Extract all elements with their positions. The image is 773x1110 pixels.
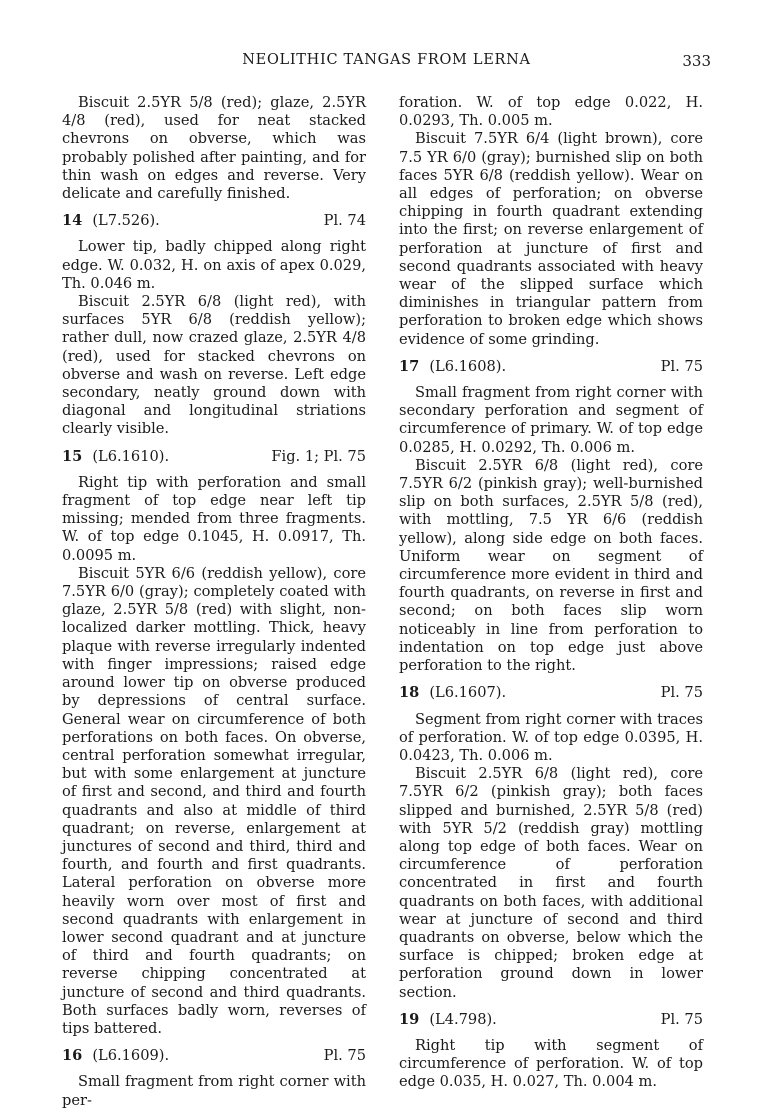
page-header <box>0 52 773 74</box>
continued-paragraph: Biscuit 7.5YR 6/4 (light brown), core 7.5 YR 6/0 (gray); burnished slip on both faces 5YR 6/8 (reddish yellow). Wear on all edges of perforation; on obverse chipping in fourth quadrant extending into the first; on reverse enlargement of perforation at juncture of first and second quadrants associated with heavy wear of the slipped surface which diminishes in triangular pattern from perforation to broken edge which shows evidence of some grinding. <box>399 130 703 348</box>
right-column <box>399 94 703 1092</box>
entry-number: 16 <box>62 1047 83 1065</box>
entry-paragraph: Segment from right corner with traces of perforation. W. of top edge 0.0395, H. 0.0423, Th. 0.006 m. <box>399 710 703 764</box>
entry-number: 17 <box>399 357 420 375</box>
catalog-number: (L6.1607). <box>429 684 507 702</box>
entry-number: 15 <box>62 447 83 465</box>
catalog-number: (L6.1608). <box>429 357 507 375</box>
entry-number: 18 <box>399 684 420 702</box>
entry-number: 14 <box>62 212 83 230</box>
catalog-number: (L7.526). <box>92 212 160 230</box>
entry-paragraph: Small fragment from right corner with secondary perforation and segment of circumference of primary. W. of top edge 0.0285, H. 0.0292, Th. 0.006 m. <box>399 384 703 456</box>
plate-reference: Pl. 74 <box>323 212 366 230</box>
plate-reference: Pl. 75 <box>660 1010 703 1028</box>
entry-paragraph: Biscuit 5YR 6/6 (reddish yellow), core 7.5YR 6/0 (gray); completely coated with glaze, 2.5YR 5/8 (red) with slight, non-localized darker mottling. Thick, heavy plaque with reverse irregularly indented with finger impressions; raised edge around lower tip on obverse produced by depressions of central surface. General wear on circumference of both perforations on both faces. On obverse, central perforation somewhat irregular, but with some enlargement at juncture of first and second, and third and fourth quadrants and also at middle of third quadrant; on reverse, enlargement at junctures of second and third, third and fourth, and fourth and first quadrants. Lateral perforation on obverse more heavily worn over most of first and second quadrants with enlargement in lower second quadrant and at juncture of third and fourth quadrants; on reverse chipping concentrated at juncture of second and third quadrants. Both surfaces badly worn, reverses of tips battered. <box>62 564 366 1037</box>
entry-heading-19 <box>399 1011 703 1029</box>
continued-paragraph: foration. W. of top edge 0.022, H. 0.0293, Th. 0.005 m. <box>399 94 703 130</box>
entry-heading-17 <box>399 358 703 376</box>
entry-paragraph: Right tip with segment of circumference of perforation. W. of top edge 0.035, H. 0.027, Th. 0.004 m. <box>399 1036 703 1091</box>
plate-reference: Pl. 75 <box>660 357 703 375</box>
entry-paragraph: Lower tip, badly chipped along right edge. W. 0.032, H. on axis of apex 0.029, Th. 0.046 m. <box>62 238 366 292</box>
running-title: NEOLITHIC TANGAS FROM LERNA <box>242 52 531 68</box>
entry-heading-16 <box>62 1047 366 1065</box>
plate-reference: Pl. 75 <box>323 1047 366 1065</box>
entry-paragraph: Right tip with perforation and small fragment of top edge near left tip missing; mended from three fragments. W. of top edge 0.1045, H. 0.0917, Th. 0.0095 m. <box>62 473 366 564</box>
plate-reference: Fig. 1; Pl. 75 <box>271 447 366 465</box>
continued-paragraph: Biscuit 2.5YR 5/8 (red); glaze, 2.5YR 4/8 (red), used for neat stacked chevrons on obverse, which was probably polished after painting, and for thin wash on edges and reverse. Very delicate and carefully finished. <box>62 94 366 203</box>
entry-heading-15 <box>62 448 366 466</box>
entry-paragraph: Biscuit 2.5YR 6/8 (light red), with surfaces 5YR 6/8 (reddish yellow); rather dull, now crazed glaze, 2.5YR 4/8 (red), used for stacked chevrons on obverse and wash on reverse. Left edge secondary, neatly ground down with diagonal and longitudinal striations clearly visible. <box>62 293 366 438</box>
page-number: 333 <box>682 52 711 70</box>
plate-reference: Pl. 75 <box>660 684 703 702</box>
entry-heading-14 <box>62 212 366 230</box>
left-column <box>62 94 366 1110</box>
entry-paragraph: Biscuit 2.5YR 6/8 (light red), core 7.5YR 6/2 (pinkish gray); both faces slipped and burnished, 2.5YR 5/8 (red) with 5YR 5/2 (reddish gray) mottling along top edge of both faces. Wear on circumference of perforation concentrated in first and fourth quadrants on both faces, with additional wear at juncture of second and third quadrants on obverse, below which the surface is chipped; broken edge at perforation ground down in lower section. <box>399 765 703 1001</box>
entry-number: 19 <box>399 1010 420 1028</box>
catalog-number: (L6.1609). <box>92 1047 170 1065</box>
entry-heading-18 <box>399 684 703 702</box>
catalog-number: (L4.798). <box>429 1010 497 1028</box>
catalog-number: (L6.1610). <box>92 447 170 465</box>
entry-paragraph: Biscuit 2.5YR 6/8 (light red), core 7.5YR 6/2 (pinkish gray); well-burnished slip on both surfaces, 2.5YR 5/8 (red), with mottling, 7.5 YR 6/6 (reddish yellow), along side edge on both faces. Uniform wear on segment of circumference more evident in third and fourth quadrants, on reverse in first and second; on both faces slip worn noticeably in line from perforation to indentation on top edge just above perforation to the right. <box>399 456 703 675</box>
entry-paragraph: Small fragment from right corner with per- <box>62 1073 366 1109</box>
